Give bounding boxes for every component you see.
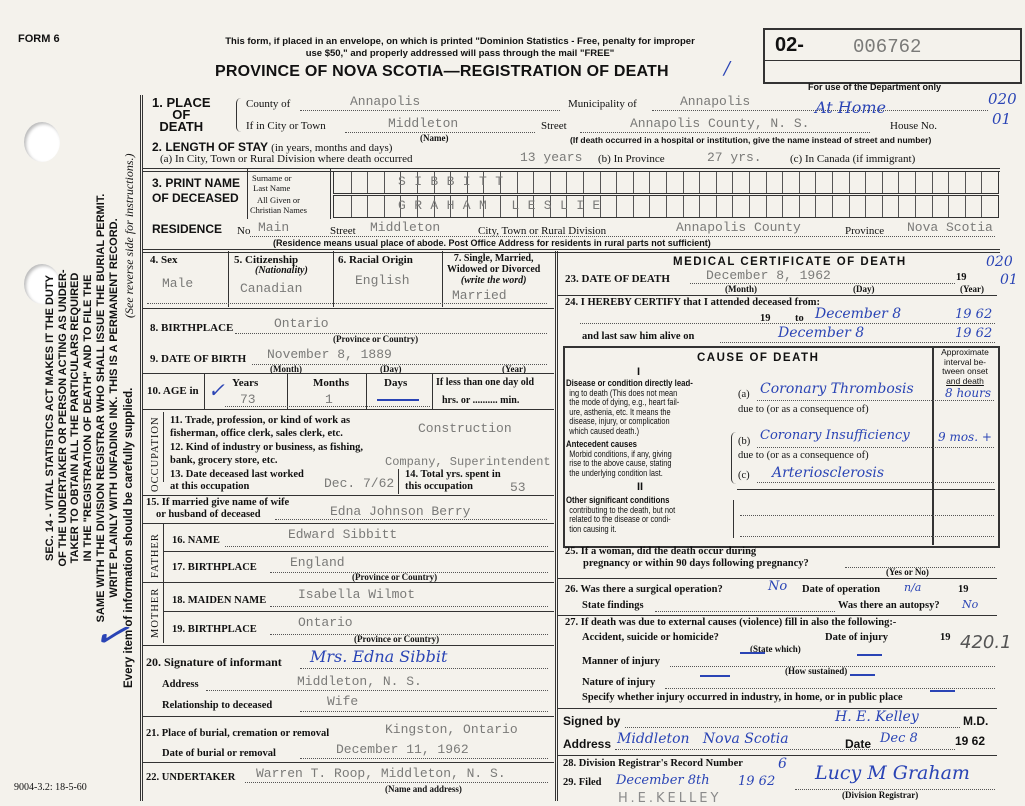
how-sustained-caption: (How sustained) [785, 666, 848, 676]
print-name-label: 3. PRINT NAME OF DECEASED [152, 176, 241, 205]
occupation-value: Construction [418, 421, 512, 436]
month-caption: (Month) [725, 284, 757, 294]
mother-birthplace-value: Ontario [298, 615, 353, 630]
cause-a-value: Coronary Thrombosis [760, 381, 914, 397]
record-prefix: 02- [775, 34, 804, 56]
margin-code: 020 [988, 90, 1017, 108]
autopsy-label: Was there an autopsy? [838, 600, 940, 611]
age-label: 10. AGE in [147, 385, 199, 397]
filed-date: December 8th [616, 773, 710, 788]
date-of-death-label: 23. DATE OF DEATH [565, 273, 670, 285]
letter-box-divider [849, 172, 850, 193]
letter-box-divider [649, 172, 650, 193]
municipality-value: Annapolis [680, 94, 751, 109]
mother-side-label: MOTHER [150, 587, 161, 638]
letter-box-divider [583, 172, 584, 193]
letter-box-divider [633, 172, 634, 193]
less-than-day-label: If less than one day old [436, 377, 535, 388]
last-worked-value: Dec. 7/62 [324, 476, 395, 491]
date-label: Date [845, 737, 872, 751]
mother-birthplace-label: 19. BIRTHPLACE [172, 624, 257, 635]
relationship-label: Relationship to deceased [162, 700, 273, 711]
from-year-prefix: 19 [760, 313, 771, 324]
brace [236, 98, 241, 132]
burial-date-value: December 11, 1962 [336, 742, 469, 757]
age-checkmark: ✓ [208, 378, 225, 402]
interval-header: Approximate interval be- tween onset and death [941, 347, 989, 386]
letter-box-divider [981, 172, 982, 193]
birthplace-label: 8. BIRTHPLACE [150, 322, 234, 334]
citizenship-note: (Nationality) [255, 265, 308, 276]
informant-address-value: Middleton, N. S. [297, 674, 422, 689]
year-prefix: 19 [956, 272, 967, 283]
signed-by-label: Signed by [563, 714, 621, 728]
letter-box-divider [915, 196, 916, 217]
house-label: House No. [890, 120, 938, 132]
residence-no-label: No [237, 225, 251, 237]
stay-province-label: (b) In Province [598, 153, 665, 165]
birthplace-value: Ontario [274, 316, 329, 331]
letter-box-divider [633, 196, 634, 217]
filed-label: 29. Filed [563, 777, 602, 788]
letter-box-divider [932, 172, 933, 193]
given-names-value: GRAHAM LESLIE [398, 198, 609, 213]
letter-box-divider [832, 172, 833, 193]
occupation-q12: 12. Kind of industry or business, as fishing, bank, grocery store, etc. [170, 442, 363, 466]
cause-b-value: Coronary Insufficiency [760, 428, 910, 443]
letter-box-divider [965, 196, 966, 217]
letter-box-divider [882, 196, 883, 217]
years-occupation-value: 53 [510, 480, 526, 495]
burial-place-label: 21. Place of burial, cremation or removal [146, 728, 330, 739]
vital-statistics-notice: SEC. 14 - VITAL STATISTICS ACT MAKES IT THE DUTY OF THE UNDERTAKER OR PERSON ACTING AS UNDER- TAKER TO OBTAIN ALL THE PARTICULARS REQUIRED IN THE "REGISTRATION OF DEATH" AND TO FILE THE [44, 269, 94, 567]
part-two-label: II [637, 481, 644, 493]
industry-value: Company, Superintendent [385, 455, 551, 469]
letter-box-divider [766, 172, 767, 193]
letter-box-divider [799, 196, 800, 217]
father-side-label: FATHER [150, 533, 161, 578]
year-caption: (Year) [960, 284, 984, 294]
father-name-label: 16. NAME [172, 535, 220, 546]
signed-year: 19 62 [955, 734, 986, 748]
citizenship-value: Canadian [240, 281, 303, 296]
residence-street: Middleton [370, 220, 441, 235]
street-value: Annapolis County, N. S. [630, 116, 810, 131]
physician-signature: H. E. Kelley [835, 709, 919, 725]
letter-box-divider [749, 196, 750, 217]
letter-box-divider [948, 172, 949, 193]
yes-no-caption: (Yes or No) [886, 567, 929, 577]
physician-address: Middleton Nova Scotia [617, 731, 789, 747]
city-value: Middleton [388, 116, 459, 131]
letter-box-divider [600, 172, 601, 193]
city-label: If in City or Town [246, 120, 326, 132]
pencil-note: H.E.KELLEY [618, 791, 722, 806]
racial-origin-value: English [355, 273, 410, 288]
findings-label: State findings [582, 600, 644, 611]
months-label: Months [313, 377, 350, 389]
operation-date-label: Date of operation [802, 584, 881, 595]
informant-address-label: Address [162, 679, 199, 690]
letter-box-divider [849, 196, 850, 217]
residence-city: Annapolis County [676, 220, 801, 235]
form-code: 9004-3.2: 18-5-60 [14, 782, 87, 793]
letter-box-divider [732, 196, 733, 217]
division-registrar-caption: (Division Registrar) [842, 790, 919, 800]
father-birthplace-label: 17. BIRTHPLACE [172, 562, 257, 573]
sex-label: 4. Sex [150, 254, 178, 266]
letter-box-divider [965, 172, 966, 193]
burial-date-label: Date of burial or removal [162, 748, 276, 759]
letter-box-divider [832, 196, 833, 217]
letter-box-divider [948, 196, 949, 217]
years-value: 73 [240, 392, 256, 407]
hrs-min-label: hrs. or .......... min. [442, 395, 520, 406]
registrar-signature: Lucy M Graham [815, 762, 970, 784]
pregnancy-question: 25. If a woman, did the death occur during pregnancy or within 90 days following pregnancy? [565, 546, 809, 569]
attended-to-date: December 8 [815, 306, 902, 322]
occupation-q14: 14. Total yrs. spent in this occupation [405, 469, 501, 492]
due-to-label: due to (or as a consequence of) [738, 450, 869, 461]
letter-box-divider [799, 172, 800, 193]
surgical-operation-value: No [768, 579, 788, 594]
form-number: FORM 6 [18, 33, 60, 45]
page-title: PROVINCE OF NOVA SCOTIA—REGISTRATION OF DEATH [215, 63, 669, 80]
letter-box-divider [865, 196, 866, 217]
letter-box-divider [566, 172, 567, 193]
year-prefix: 19 [940, 632, 951, 643]
mother-name-value: Isabella Wilmot [298, 587, 416, 602]
antecedent-label: Antecedent causes Morbid conditions, if any, giving rise to the above cause, stating the underlying condition last. [566, 439, 672, 478]
marital-label: 7. Single, Married, Widowed or Divorced (write the word) [447, 253, 541, 286]
sex-value: Male [162, 276, 194, 291]
last-saw-year: 19 62 [955, 326, 993, 341]
letter-box-divider [981, 196, 982, 217]
month-caption: (Month) [270, 364, 302, 374]
residence-label: RESIDENCE [152, 222, 223, 236]
letter-box-divider [666, 172, 667, 193]
day-caption: (Day) [853, 284, 875, 294]
residence-city-label: City, Town or Rural Division [478, 225, 607, 237]
spouse-value: Edna Johnson Berry [330, 504, 471, 519]
accident-label: Accident, suicide or homicide? [582, 632, 719, 643]
to-label: to [795, 313, 804, 324]
letter-box-divider [898, 172, 899, 193]
hospital-note: (If death occurred in a hospital or institution, give the name instead of street and number) [570, 135, 932, 145]
length-of-stay-label: 2. LENGTH OF STAY (in years, months and days) [152, 140, 393, 154]
letter-box-divider [384, 172, 385, 193]
occupation-side-label: OCCUPATION [150, 416, 161, 492]
months-value: 1 [325, 392, 333, 407]
attended-to-year: 19 62 [955, 307, 993, 322]
mother-name-label: 18. MAIDEN NAME [172, 595, 267, 606]
brace [731, 432, 736, 484]
letter-box-divider [367, 172, 368, 193]
manner-label: Manner of injury [582, 656, 660, 667]
disease-label: Disease or condition directly lead- ing to death (This does not mean the mode of dying, e.g., heart fail- ure, asthenia, etc. It means the disease, injury, or complication which caused death.) [566, 378, 693, 436]
every-item-note: Every item of information should be carefully supplied. [123, 387, 135, 688]
days-label: Days [384, 377, 408, 389]
place-of-death-label: 1. PLACE OF DEATH [152, 95, 211, 134]
letter-box-divider [882, 172, 883, 193]
certify-label: 24. I HEREBY CERTIFY that I attended deceased from: [565, 297, 821, 308]
margin-code: 020 [986, 254, 1013, 270]
letter-box-divider [766, 196, 767, 217]
letter-box-divider [815, 196, 816, 217]
letter-box-divider [351, 196, 352, 217]
years-label: Years [232, 377, 259, 389]
county-label: County of [246, 98, 291, 110]
letter-box-divider [782, 196, 783, 217]
province-caption: (Province or Country) [354, 634, 440, 644]
surname-label: Surname or Last Name [252, 173, 292, 193]
residence-province: Nova Scotia [907, 220, 993, 235]
year-caption: (Year) [502, 364, 526, 374]
checkmark-icon: ✓ [88, 608, 133, 662]
stay-province-value: 27 yrs. [707, 150, 762, 165]
last-saw-label: and last saw him alive on [582, 331, 695, 342]
undertaker-label: 22. UNDERTAKER [146, 772, 236, 783]
residence-street-label: Street [330, 225, 356, 237]
letter-box-divider [699, 196, 700, 217]
letter-box-divider [550, 172, 551, 193]
physician-address-label: Address [563, 737, 612, 751]
letter-box-divider [898, 196, 899, 217]
house-handwritten: At Home [815, 98, 887, 117]
margin-code: 01 [992, 110, 1012, 128]
given-names-label: All Given or Christian Names [250, 195, 307, 215]
due-to-label: due to (or as a consequence of) [738, 404, 869, 415]
letter-box-divider [716, 196, 717, 217]
record-number-label: 28. Division Registrar's Record Number [563, 758, 743, 769]
signed-date: Dec 8 [880, 731, 918, 746]
letter-box-divider [616, 196, 617, 217]
letter-box-divider [649, 196, 650, 217]
letter-box-divider [384, 196, 385, 217]
filed-year: 19 62 [738, 774, 776, 789]
residence-province-label: Province [845, 225, 885, 237]
letter-box-divider [666, 196, 667, 217]
vital-statistics-notice-2: SAME WITH THE DIVISION REGISTRAR WHO SHALL ISSUE THE BURIAL PERMIT. WRITE PLAINLY WITH UNFADING INK. THIS IS A PERMANENT RECORD. [95, 193, 120, 623]
father-birthplace-value: England [290, 555, 345, 570]
md-label: M.D. [963, 714, 989, 728]
father-name-value: Edward Sibbitt [288, 527, 398, 542]
province-caption: (Province or Country) [333, 334, 419, 344]
occupation-q13: 13. Date deceased last worked at this occupation [170, 469, 304, 492]
letter-box-divider [699, 172, 700, 193]
mail-notice: This form, if placed in an envelope, on which is printed "Dominion Statistics - Free, penalty for improper use $50," and properly addressed will pass through the mail "FREE" [225, 36, 695, 59]
cause-b-interval: 9 mos. + [938, 430, 992, 444]
letter-box-divider [683, 172, 684, 193]
cause-of-death-title: CAUSE OF DEATH [697, 352, 820, 364]
part-one-label: I [637, 366, 641, 378]
cause-a-interval: 8 hours [945, 386, 992, 400]
burial-place-value: Kingston, Ontario [385, 722, 518, 737]
letter-box-divider [533, 172, 534, 193]
autopsy-value: No [962, 598, 979, 611]
external-causes-label: 27. If death was due to external causes (violence) fill in also the following:- [565, 617, 897, 628]
racial-origin-label: 6. Racial Origin [338, 254, 413, 266]
letter-box-divider [782, 172, 783, 193]
undertaker-value: Warren T. Roop, Middleton, N. S. [256, 766, 506, 781]
injury-date-label: Date of injury [825, 632, 888, 643]
cause-c-marker: (c) [738, 470, 750, 481]
margin-code: 01 [1000, 272, 1018, 288]
letter-box-divider [932, 196, 933, 217]
dob-value: November 8, 1889 [267, 347, 392, 362]
marital-value: Married [452, 288, 507, 303]
cause-c-value: Arteriosclerosis [772, 465, 885, 481]
citizenship-label: 5. Citizenship [234, 254, 299, 266]
letter-box-divider [616, 172, 617, 193]
record-number-box [763, 28, 1022, 84]
tick-mark: / [724, 58, 731, 79]
letter-box-divider [517, 172, 518, 193]
year-prefix: 19 [958, 584, 969, 595]
other-conditions-label: Other significant conditions contributing to the death, but not related to the disease or condi- tion causing it. [566, 495, 676, 534]
letter-box-divider [815, 172, 816, 193]
letter-box-divider [915, 172, 916, 193]
dob-label: 9. DATE OF BIRTH [150, 353, 247, 365]
letter-box-divider [749, 172, 750, 193]
specify-label: Specify whether injury occurred in industry, in home, or in public place [582, 692, 903, 703]
relationship-value: Wife [327, 694, 359, 709]
letter-box-divider [683, 196, 684, 217]
see-reverse-note: (See reverse side for instructions.) [122, 153, 136, 318]
letter-box-divider [732, 172, 733, 193]
letter-box-divider [367, 196, 368, 217]
name-address-caption: (Name and address) [385, 784, 462, 794]
occupation-q11: 11. Trade, profession, or kind of work as fisherman, office clerk, sales clerk, etc. [170, 415, 351, 439]
last-saw-date: December 8 [778, 325, 865, 341]
nature-label: Nature of injury [582, 677, 656, 688]
residence-no: Main [258, 220, 290, 235]
medical-certificate-title: MEDICAL CERTIFICATE OF DEATH [673, 256, 907, 268]
form-border [140, 95, 143, 801]
cause-b-marker: (b) [738, 436, 751, 447]
province-caption: (Province or Country) [352, 572, 438, 582]
informant-signature-label: 20. Signature of informant [146, 655, 282, 669]
residence-note: (Residence means usual place of abode. Post Office Address for residents in rural parts not sufficient) [273, 238, 711, 248]
municipality-label: Municipality of [568, 98, 637, 110]
classification-code: 420.1 [960, 632, 1012, 653]
state-which-caption: (State which) [750, 644, 801, 654]
county-value: Annapolis [350, 94, 421, 109]
record-number-value: 6 [778, 756, 787, 772]
cause-a-marker: (a) [738, 389, 750, 400]
day-caption: (Day) [380, 364, 402, 374]
stay-city-value: 13 years [520, 150, 583, 165]
record-number: 006762 [853, 36, 922, 58]
surgical-operation-label: 26. Was there a surgical operation? [565, 584, 723, 595]
department-caption: For use of the Department only [808, 82, 942, 92]
operation-date-value: n/a [904, 581, 922, 594]
letter-box-divider [716, 172, 717, 193]
informant-signature: Mrs. Edna Sibbit [310, 647, 448, 666]
stay-city-label: (a) In City, Town or Rural Division where death occurred [160, 153, 413, 165]
street-label: Street [541, 120, 567, 132]
stay-canada-label: (c) In Canada (if immigrant) [790, 153, 916, 165]
letter-box-divider [865, 172, 866, 193]
surname-value: SIBBITT [398, 174, 512, 189]
spouse-label: 15. If married give name of wife or husband of deceased [146, 497, 290, 520]
name-caption: (Name) [420, 133, 449, 143]
letter-box-divider [351, 172, 352, 193]
date-of-death-value: December 8, 1962 [706, 268, 831, 283]
